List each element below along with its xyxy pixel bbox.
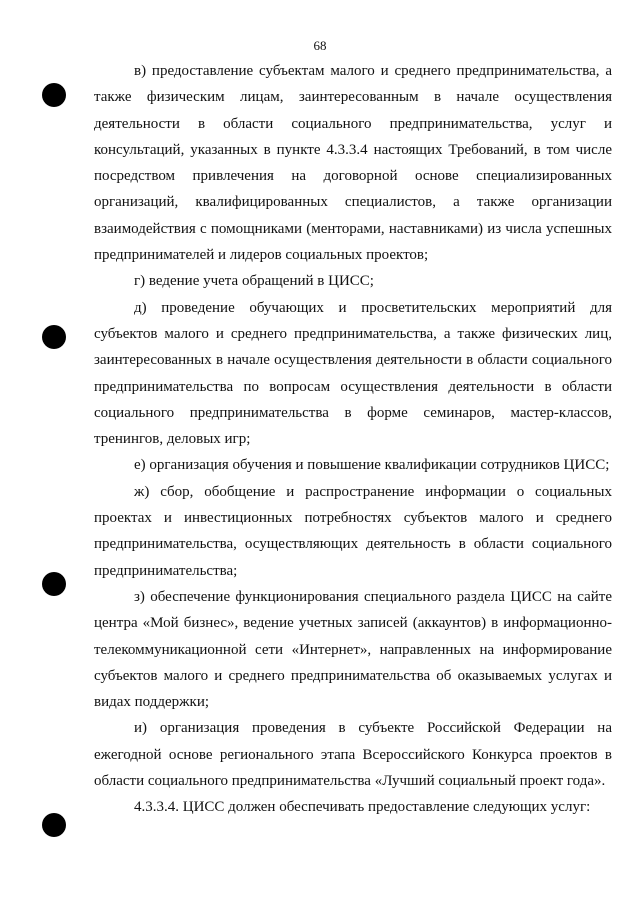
paragraph-item-zh: ж) сбор, обобщение и распространение информации о социальных проектах и инвестиционных потребностях субъектов малого и среднего предпринимательства, осуществляющих деятельность в области социального предпринимательства; bbox=[94, 483, 612, 579]
punch-hole-mark bbox=[42, 83, 66, 107]
paragraph-item-i: и) организация проведения в субъекте Российской Федерации на ежегодной основе регионального этапа Всероссийского Конкурса проектов в области социального предпринимательства «Лучший социальный проект года». bbox=[94, 720, 612, 790]
page-number: 68 bbox=[313, 38, 327, 53]
paragraph-section-4-3-3-4: 4.3.3.4. ЦИСС должен обеспечивать предоставление следующих услуг: bbox=[134, 799, 591, 816]
document-body bbox=[94, 58, 612, 821]
paragraph-item-v: в) предоставление субъектам малого и среднего предпринимательства, а также физическим лицам, заинтересованным в начале осуществления деятельности в области социального предпринимательства, услуг и консультаций, указанных в пункте 4.3.3.4 настоящих Требований, в том числе посредством привлечения на договорной основе специализированных организаций, квалифицированных специалистов, а также организации взаимодействия с помощниками (менторами, наставниками) из числа успешных предпринимателей и лидеров социальных проектов; bbox=[94, 63, 612, 264]
paragraph-item-d: д) проведение обучающих и просветительских мероприятий для субъектов малого и среднего предпринимательства, а также физических лиц, заинтересованных в начале осуществления деятельности в области социального предпринимательства по вопросам осуществления деятельности в области социального предпринимательства в форме семинаров, мастер-классов, тренингов, деловых игр; bbox=[94, 299, 612, 448]
paragraph-item-g: г) ведение учета обращений в ЦИСС; bbox=[134, 273, 374, 290]
paragraph-item-e: е) организация обучения и повышение квалификации сотрудников ЦИСС; bbox=[134, 457, 610, 474]
punch-hole-mark bbox=[42, 325, 66, 349]
paragraph-item-z: з) обеспечение функционирования специального раздела ЦИСС на сайте центра «Мой бизнес», ведение учетных записей (аккаунтов) в информационно-телекоммуникационной сети «Интернет», направленных на информирование субъектов малого и среднего предпринимательства об оказываемых услугах и видах поддержки; bbox=[94, 588, 612, 711]
punch-hole-mark bbox=[42, 813, 66, 837]
punch-hole-mark bbox=[42, 572, 66, 596]
